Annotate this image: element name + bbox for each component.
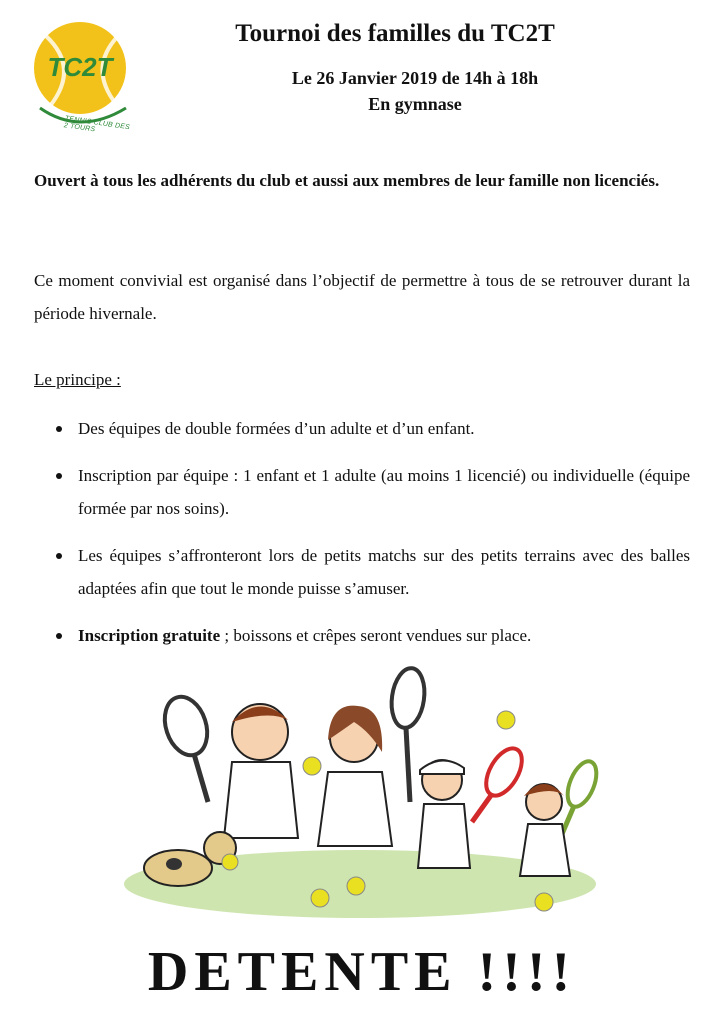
tennis-ball-icon xyxy=(535,893,553,911)
event-location: En gymnase xyxy=(368,94,462,114)
list-item xyxy=(34,539,690,605)
list-item xyxy=(34,412,690,445)
list-item-text: Inscription par équipe : 1 enfant et 1 adulte (au moins 1 licencié) ou individuelle (équipe formée par nos soins). xyxy=(78,466,690,518)
racket-icon xyxy=(472,742,529,822)
bullet-icon xyxy=(56,553,62,559)
description-paragraph: Ce moment convivial est organisé dans l’objectif de permettre à tous de se retrouver durant la période hivernale. xyxy=(34,271,690,323)
family-tennis-illustration xyxy=(120,662,600,924)
tennis-ball-icon xyxy=(222,854,238,870)
tennis-ball-logo-icon xyxy=(26,16,134,132)
tennis-ball-icon xyxy=(303,757,321,775)
list-item-bold: Inscription gratuite xyxy=(78,626,221,645)
tennis-ball-icon xyxy=(311,889,329,907)
tennis-ball-icon xyxy=(347,877,365,895)
svg-text:TC2T: TC2T xyxy=(47,52,113,82)
list-item-text: Des équipes de double formées d’un adulte et d’un enfant. xyxy=(78,419,475,438)
principle-list xyxy=(34,412,690,666)
slogan: DETENTE !!!! xyxy=(147,941,577,1003)
list-item xyxy=(34,619,690,652)
list-item-text: Les équipes s’affronteront lors de petits matchs sur des petits terrains avec des balles adaptées afin que tout le monde puisse s’amuser. xyxy=(78,546,690,598)
racket-icon xyxy=(158,691,215,802)
bullet-icon xyxy=(56,473,62,479)
principle-heading: Le principe : xyxy=(34,370,121,389)
event-date: Le 26 Janvier 2019 de 14h à 18h xyxy=(291,68,539,88)
page-title: Tournoi des familles du TC2T xyxy=(235,20,555,47)
racket-icon xyxy=(562,757,600,834)
tennis-family-image xyxy=(120,662,600,924)
list-item xyxy=(34,459,690,525)
bullet-icon xyxy=(56,633,62,639)
logo-caption: TENNIS CLUB DES 2 TOURS xyxy=(63,115,131,134)
list-item-text: ; boissons et crêpes seront vendues sur place. xyxy=(220,626,532,645)
club-logo xyxy=(26,16,134,132)
bullet-icon xyxy=(56,426,62,432)
tennis-ball-icon xyxy=(497,711,515,729)
intro-paragraph: Ouvert à tous les adhérents du club et aussi aux membres de leur famille non licenciés. xyxy=(34,171,660,190)
